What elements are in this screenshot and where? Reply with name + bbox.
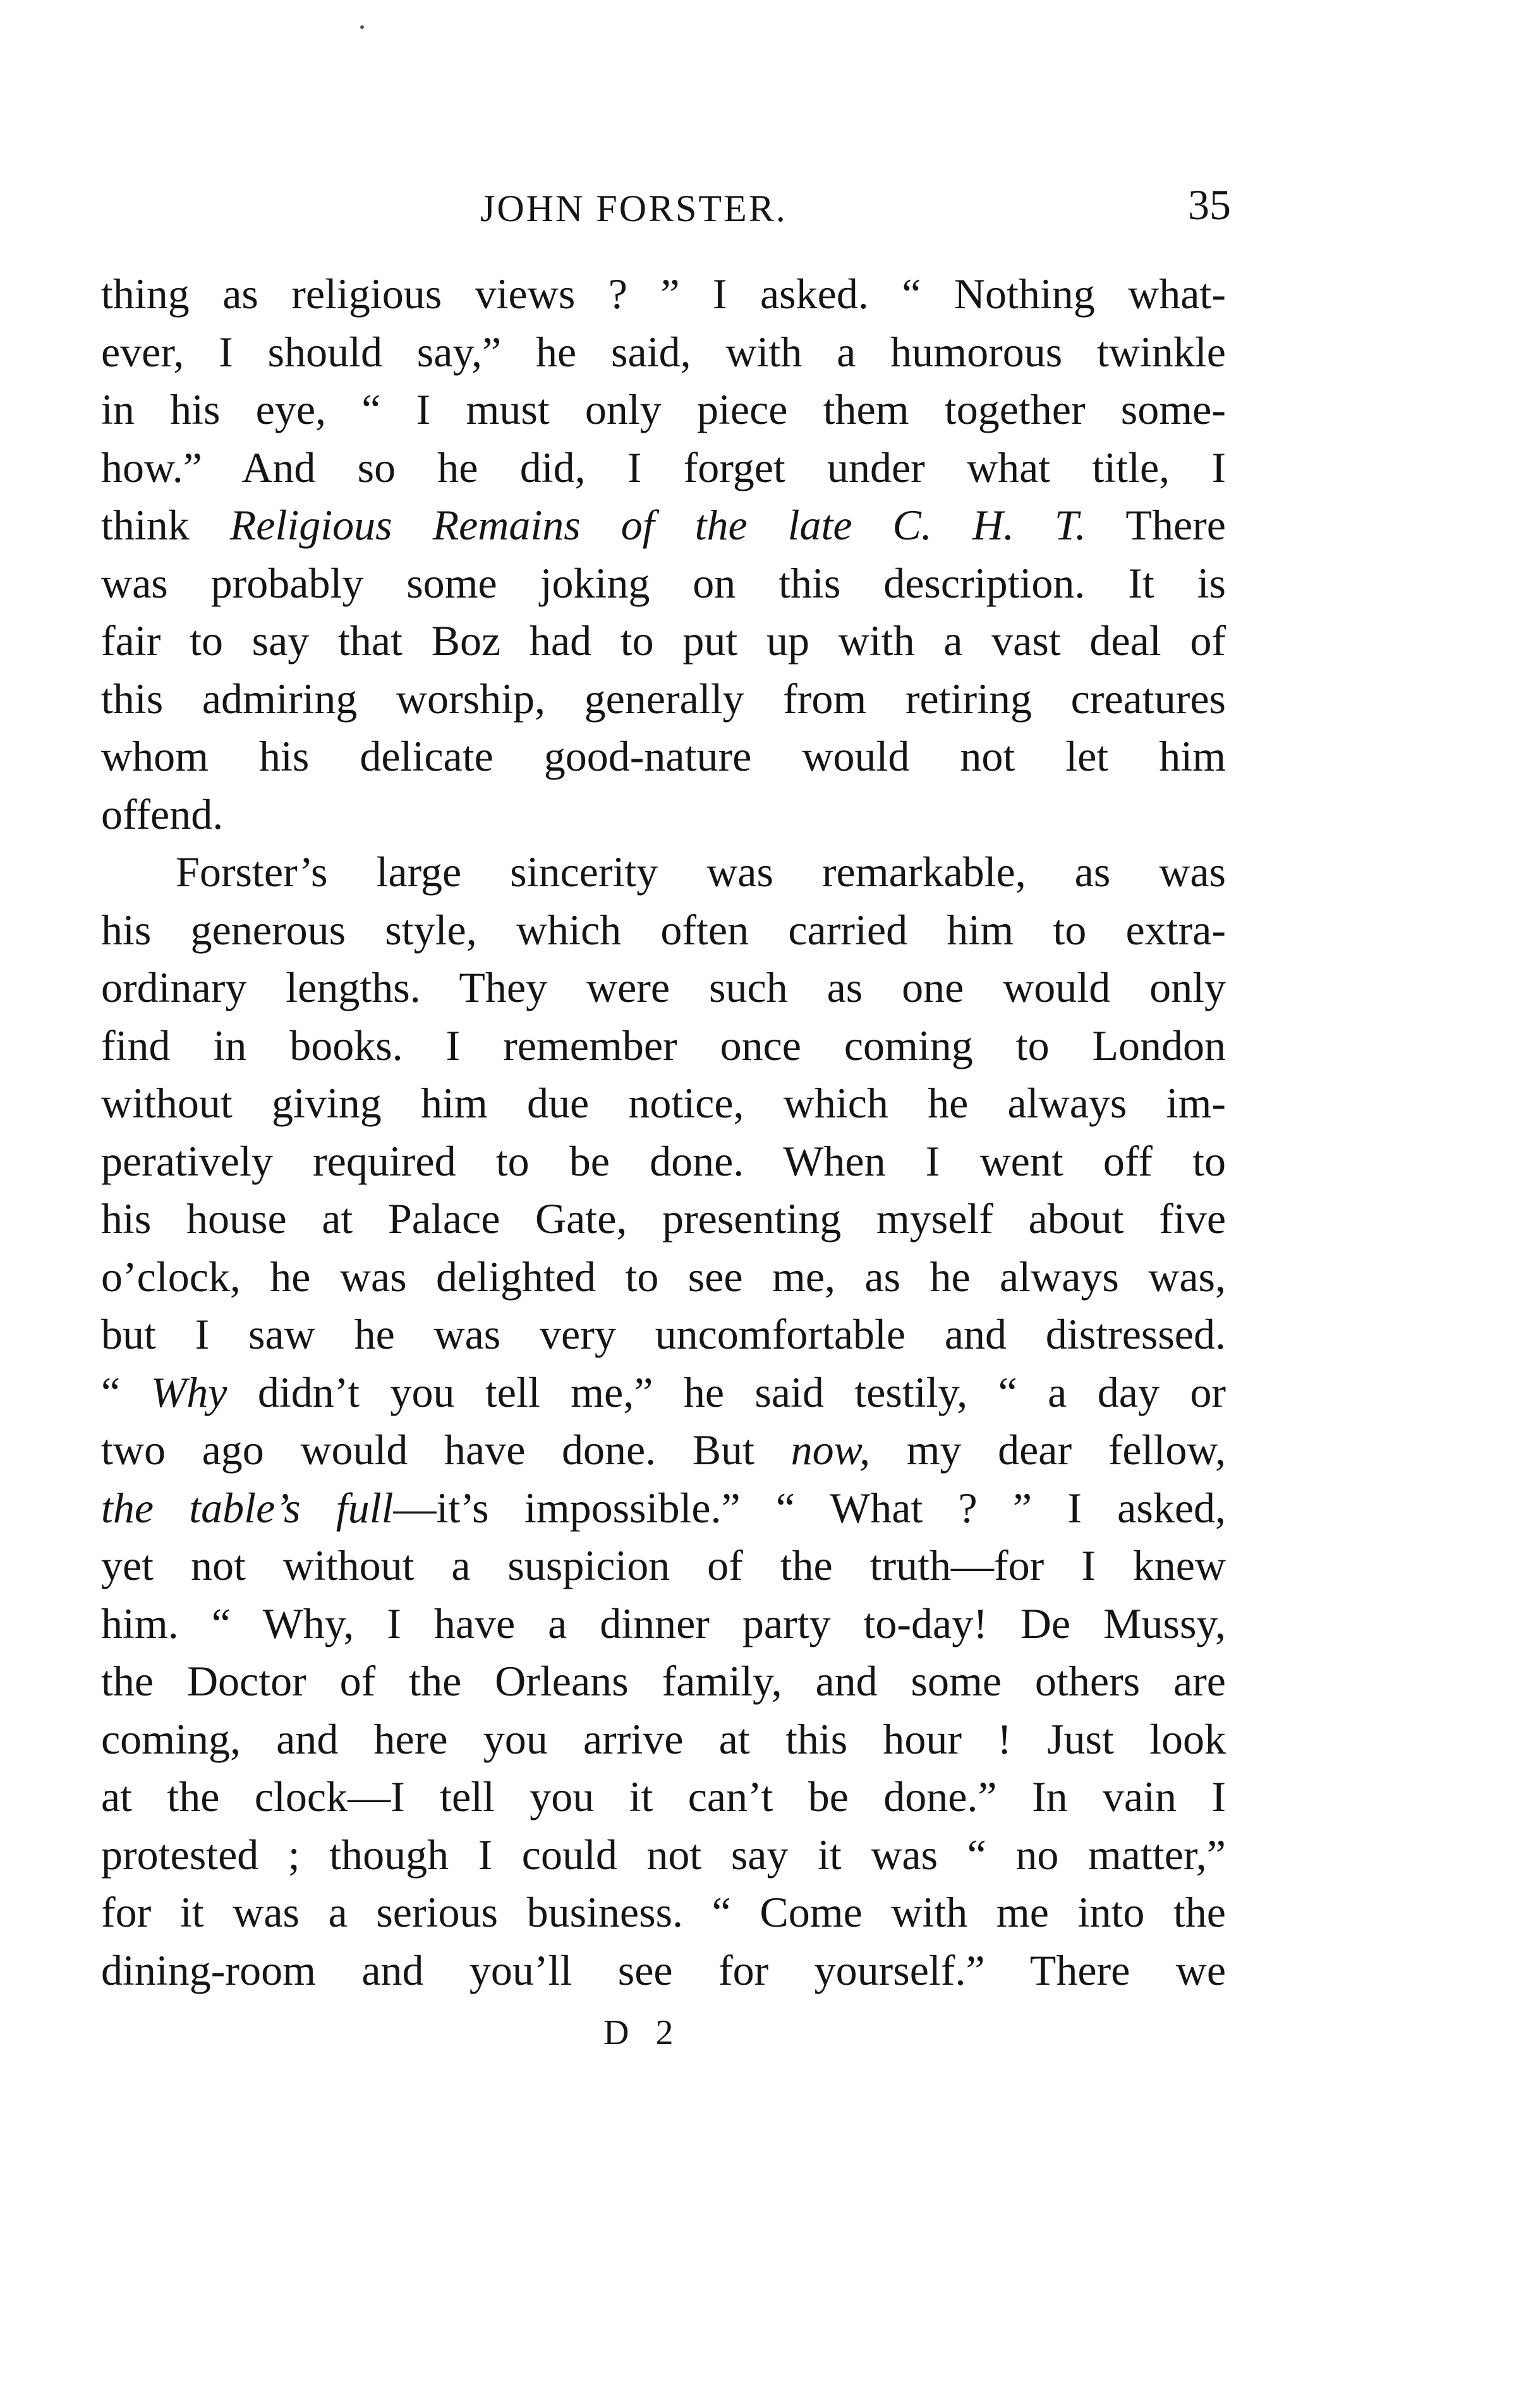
text-run: whom his delicate good-nature would not let him bbox=[101, 732, 1226, 780]
text-run: There bbox=[1086, 501, 1226, 549]
page-speck bbox=[360, 25, 364, 29]
text-line bbox=[101, 1652, 1226, 1711]
text-run: didn’t you tell me,” he said testily, “ a day or bbox=[227, 1368, 1226, 1416]
text-line bbox=[101, 1306, 1226, 1364]
text-line bbox=[101, 728, 1226, 786]
text-line bbox=[101, 1826, 1226, 1884]
text-line bbox=[101, 1075, 1226, 1133]
text-line bbox=[101, 901, 1226, 960]
text-line bbox=[101, 1479, 1226, 1538]
text-line bbox=[101, 439, 1226, 497]
text-run: this admiring worship, generally from retiring creatures bbox=[101, 674, 1226, 723]
text-run: Forster’s large sincerity was remarkable, as was bbox=[176, 848, 1226, 896]
text-line bbox=[101, 555, 1226, 613]
text-line bbox=[101, 1711, 1226, 1769]
text-run: thing as religious views ? ” I asked. “ Nothing what- bbox=[101, 270, 1226, 318]
text-run: his house at Palace Gate, presenting myself about five bbox=[101, 1195, 1226, 1243]
text-line bbox=[101, 1942, 1226, 2000]
text-line bbox=[101, 1768, 1226, 1826]
text-run: o’clock, he was delighted to see me, as he always was, bbox=[101, 1252, 1226, 1301]
text-line bbox=[101, 1133, 1226, 1191]
signature-mark: D 2 bbox=[603, 2013, 682, 2052]
text-run: my dear fellow, bbox=[869, 1426, 1226, 1474]
text-run: ordinary lengths. They were such as one would only bbox=[101, 963, 1226, 1011]
text-line bbox=[101, 843, 1226, 901]
text-line bbox=[101, 1364, 1226, 1422]
text-line bbox=[101, 1595, 1226, 1653]
italic-text: Religious Remains of the late C. H. T. bbox=[229, 501, 1086, 549]
text-line bbox=[101, 497, 1226, 555]
text-line bbox=[101, 265, 1226, 323]
text-line bbox=[101, 786, 1226, 844]
text-line bbox=[101, 1248, 1226, 1306]
text-run: think bbox=[101, 501, 230, 549]
text-run: peratively required to be done. When I went off to bbox=[101, 1136, 1226, 1185]
text-run: —it’s impossible.” “ What ? ” I asked, bbox=[393, 1483, 1226, 1532]
page-number: 35 bbox=[1188, 181, 1231, 229]
running-head: JOHN FORSTER. bbox=[480, 188, 787, 229]
text-run: without giving him due notice, which he always im- bbox=[101, 1079, 1226, 1127]
italic-text: now, bbox=[790, 1426, 870, 1474]
text-line bbox=[101, 323, 1226, 382]
text-run: was probably some joking on this description. It is bbox=[101, 558, 1226, 607]
text-run: “ bbox=[101, 1368, 151, 1416]
text-run: coming, and here you arrive at this hour ! Just look bbox=[101, 1714, 1226, 1763]
text-run: him. “ Why, I have a dinner party to-day! De Mussy, bbox=[101, 1599, 1226, 1647]
text-run: at the clock—I tell you it can’t be done.” In vain I bbox=[101, 1773, 1226, 1821]
text-line bbox=[101, 959, 1226, 1017]
text-run: his generous style, which often carried him to extra- bbox=[101, 905, 1226, 954]
text-line bbox=[101, 1884, 1226, 1942]
text-line bbox=[101, 1190, 1226, 1248]
text-line bbox=[101, 1421, 1226, 1479]
text-line bbox=[101, 1537, 1226, 1595]
text-run: offend. bbox=[101, 790, 224, 838]
text-line bbox=[101, 1017, 1226, 1075]
body-text bbox=[101, 265, 1226, 1999]
text-run: protested ; though I could not say it was “ no matter,” bbox=[101, 1830, 1226, 1879]
text-run: in his eye, “ I must only piece them together some- bbox=[101, 385, 1226, 433]
text-run: find in books. I remember once coming to London bbox=[101, 1021, 1226, 1069]
italic-text: Why bbox=[150, 1368, 227, 1416]
text-run: ever, I should say,” he said, with a humorous twinkle bbox=[101, 327, 1226, 376]
text-run: how.” And so he did, I forget under what title, I bbox=[101, 443, 1226, 491]
text-run: dining-room and you’ll see for yourself.” There we bbox=[101, 1946, 1226, 1994]
text-line bbox=[101, 612, 1226, 670]
text-run: for it was a serious business. “ Come with me into the bbox=[101, 1888, 1226, 1936]
text-line bbox=[101, 670, 1226, 728]
text-run: two ago would have done. But bbox=[101, 1426, 791, 1474]
text-run: fair to say that Boz had to put up with a vast deal of bbox=[101, 617, 1226, 665]
text-run: but I saw he was very uncomfortable and distressed. bbox=[101, 1310, 1226, 1358]
text-run: yet not without a suspicion of the truth—for I knew bbox=[101, 1541, 1226, 1589]
text-line bbox=[101, 381, 1226, 439]
text-run: the Doctor of the Orleans family, and some others are bbox=[101, 1657, 1226, 1705]
italic-text: the table’s full bbox=[101, 1483, 394, 1532]
